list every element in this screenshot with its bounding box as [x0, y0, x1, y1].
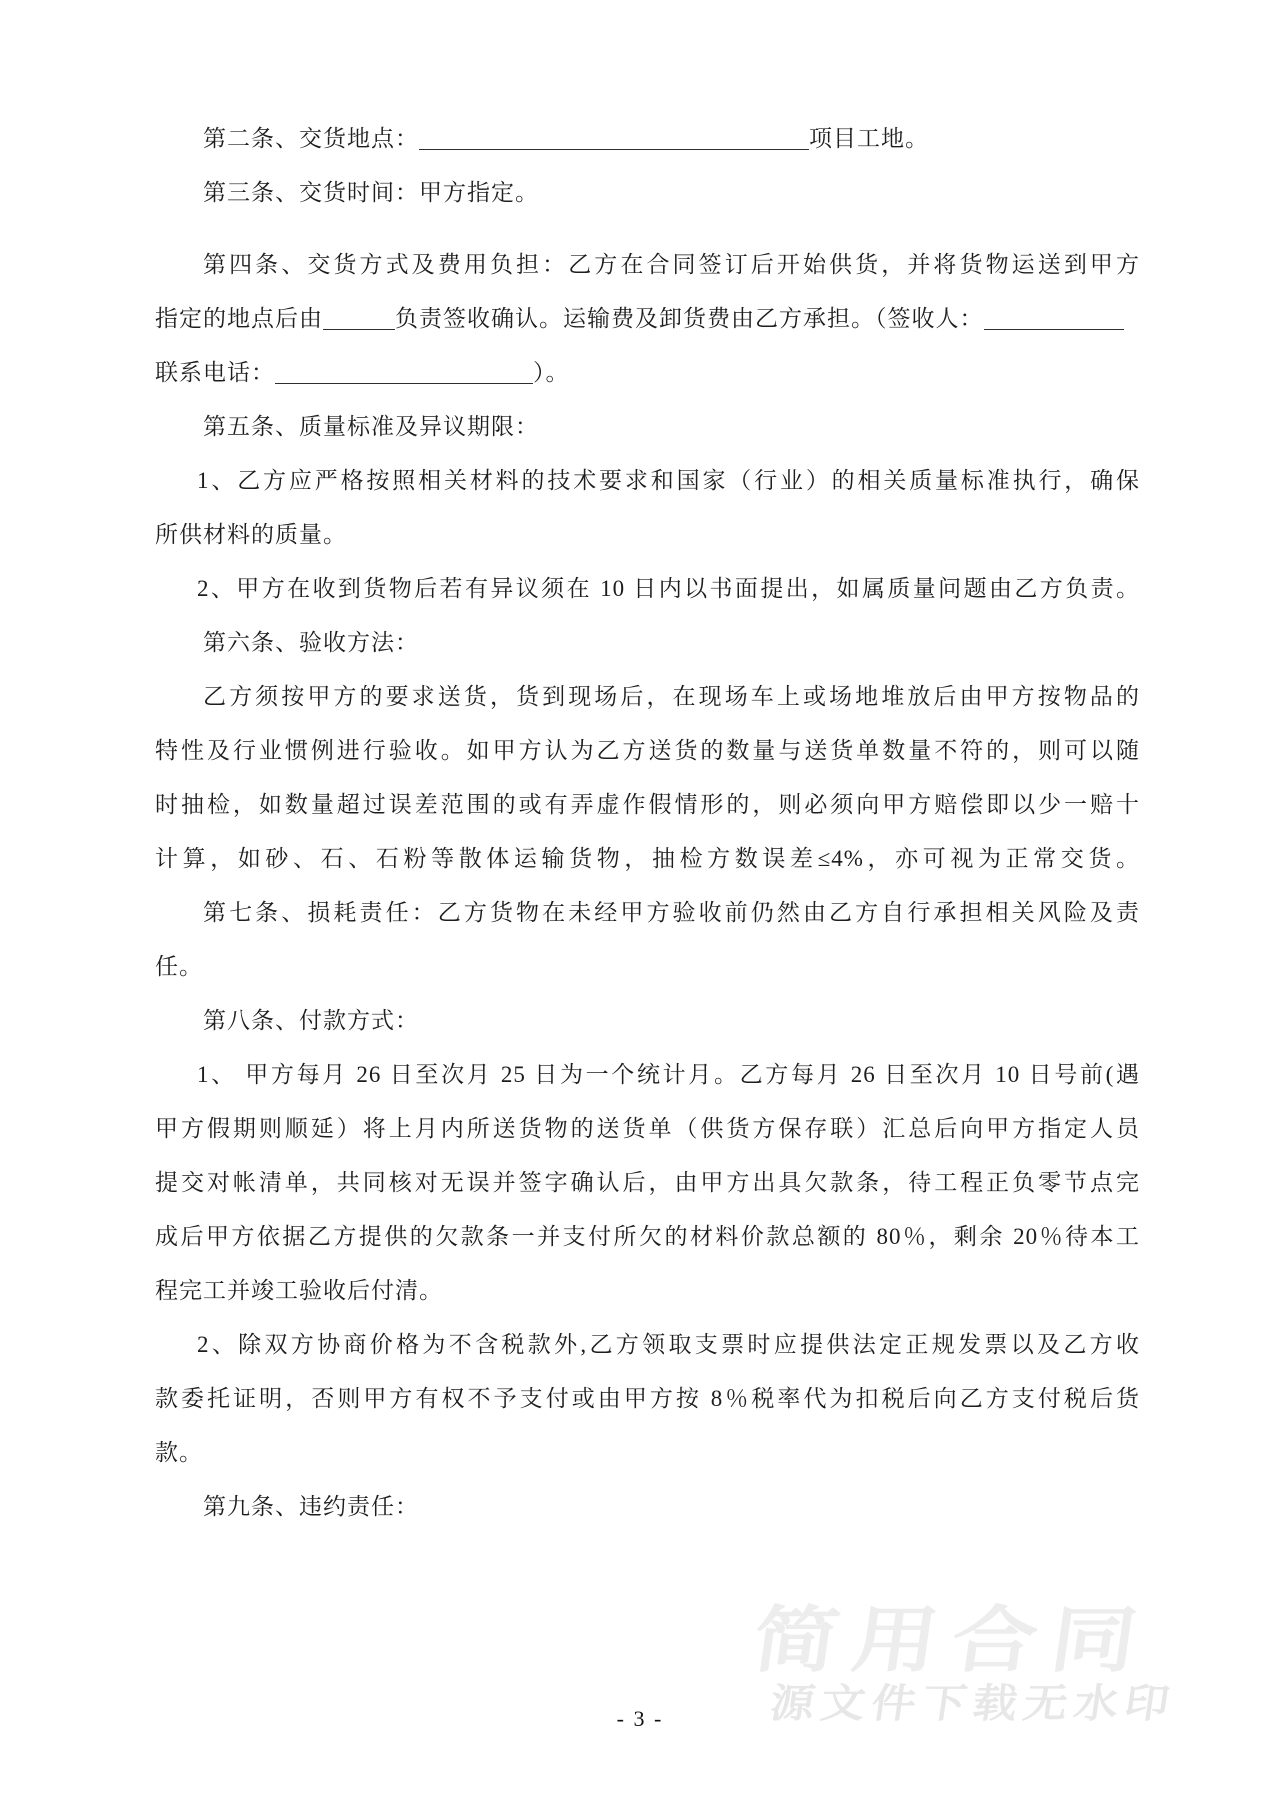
document-line [155, 1264, 1140, 1318]
document-line [155, 166, 1140, 220]
document-line [155, 238, 1140, 292]
document-line [155, 1372, 1140, 1426]
text-run: 款。 [155, 1440, 203, 1465]
document-line [155, 994, 1140, 1048]
document-line [155, 778, 1140, 832]
document-line [155, 508, 1140, 562]
document-line [155, 1318, 1140, 1372]
text-run: 指定的地点后由 [155, 306, 323, 331]
text-run: 第九条、违约责任： [203, 1494, 419, 1519]
document-line [155, 616, 1140, 670]
document-line [155, 454, 1140, 508]
document-line [155, 670, 1140, 724]
text-run: ）。 [533, 360, 570, 385]
text-run: 第二条、交货地点： [203, 126, 419, 151]
document-line [155, 940, 1140, 994]
text-run: 甲方假期则顺延）将上月内所送货物的送货单（供货方保存联）汇总后向甲方指定人员 [155, 1116, 1140, 1141]
text-run: 第八条、付款方式： [203, 1008, 419, 1033]
document-line [155, 832, 1140, 886]
text-run: 第三条、交货时间：甲方指定。 [203, 180, 539, 205]
document-line [155, 1480, 1140, 1534]
document-line [155, 400, 1140, 454]
text-run: 第七条、损耗责任：乙方货物在未经甲方验收前仍然由乙方自行承担相关风险及责 [203, 900, 1140, 925]
text-run: 计算，如砂、石、石粉等散体运输货物，抽检方数误差≤4%，亦可视为正常交货。 [155, 846, 1140, 871]
page-number: - 3 - [616, 1706, 664, 1731]
text-run: 成后甲方依据乙方提供的欠款条一并支付所欠的材料价款总额的 80％，剩余 20％待本工 [155, 1224, 1141, 1249]
document-line [155, 1426, 1140, 1480]
document-line [155, 112, 1140, 166]
document-line [155, 1156, 1140, 1210]
text-run: 程完工并竣工验收后付清。 [155, 1278, 443, 1303]
text-run: 2、甲方在收到货物后若有异议须在 10 日内以书面提出，如属质量问题由乙方负责。 [197, 576, 1140, 601]
text-run: 所供材料的质量。 [155, 522, 347, 547]
document-line [155, 292, 1140, 346]
document-line [155, 886, 1140, 940]
text-run: 2、除双方协商价格为不含税款外,乙方领取支票时应提供法定正规发票以及乙方收 [197, 1332, 1140, 1357]
document-line [155, 1048, 1140, 1102]
text-run: 第五条、质量标准及异议期限： [203, 414, 539, 439]
blank-underline [984, 305, 1124, 330]
watermark-title: 简用合同 [748, 1601, 1156, 1681]
text-run: 提交对帐清单，共同核对无误并签字确认后，由甲方出具欠款条，待工程正负零节点完 [155, 1170, 1140, 1195]
text-run: 负责签收确认。运输费及卸货费由乙方承担。（签收人： [395, 306, 984, 331]
watermark-subtitle: 源文件下载无水印 [767, 1682, 1179, 1726]
text-run: 联系电话： [155, 360, 275, 385]
text-run: 时抽检，如数量超过误差范围的或有弄虚作假情形的，则必须向甲方赔偿即以少一赔十 [155, 792, 1140, 817]
text-run: 第四条、交货方式及费用负担：乙方在合同签订后开始供货，并将货物运送到甲方 [203, 252, 1140, 277]
blank-underline [419, 125, 809, 150]
blank-underline [275, 359, 533, 384]
text-run: 款委托证明，否则甲方有权不予支付或由甲方按 8％税率代为扣税后向乙方支付税后货 [155, 1386, 1140, 1411]
text-run: 特性及行业惯例进行验收。如甲方认为乙方送货的数量与送货单数量不符的，则可以随 [155, 738, 1140, 763]
document-body [155, 112, 1140, 1534]
text-run: 1、乙方应严格按照相关材料的技术要求和国家（行业）的相关质量标准执行，确保 [197, 468, 1140, 493]
text-run: 任。 [155, 954, 203, 979]
document-line [155, 1210, 1140, 1264]
text-run: 第六条、验收方法： [203, 630, 419, 655]
text-run: 1、 甲方每月 26 日至次月 25 日为一个统计月。乙方每月 26 日至次月 10 日号前(遇 [197, 1062, 1140, 1087]
document-line [155, 346, 1140, 400]
document-line [155, 562, 1140, 616]
text-run: 乙方须按甲方的要求送货，货到现场后，在现场车上或场地堆放后由甲方按物品的 [203, 684, 1140, 709]
document-line [155, 724, 1140, 778]
text-run: 项目工地。 [809, 126, 929, 151]
document-line [155, 1102, 1140, 1156]
blank-underline [323, 305, 395, 330]
